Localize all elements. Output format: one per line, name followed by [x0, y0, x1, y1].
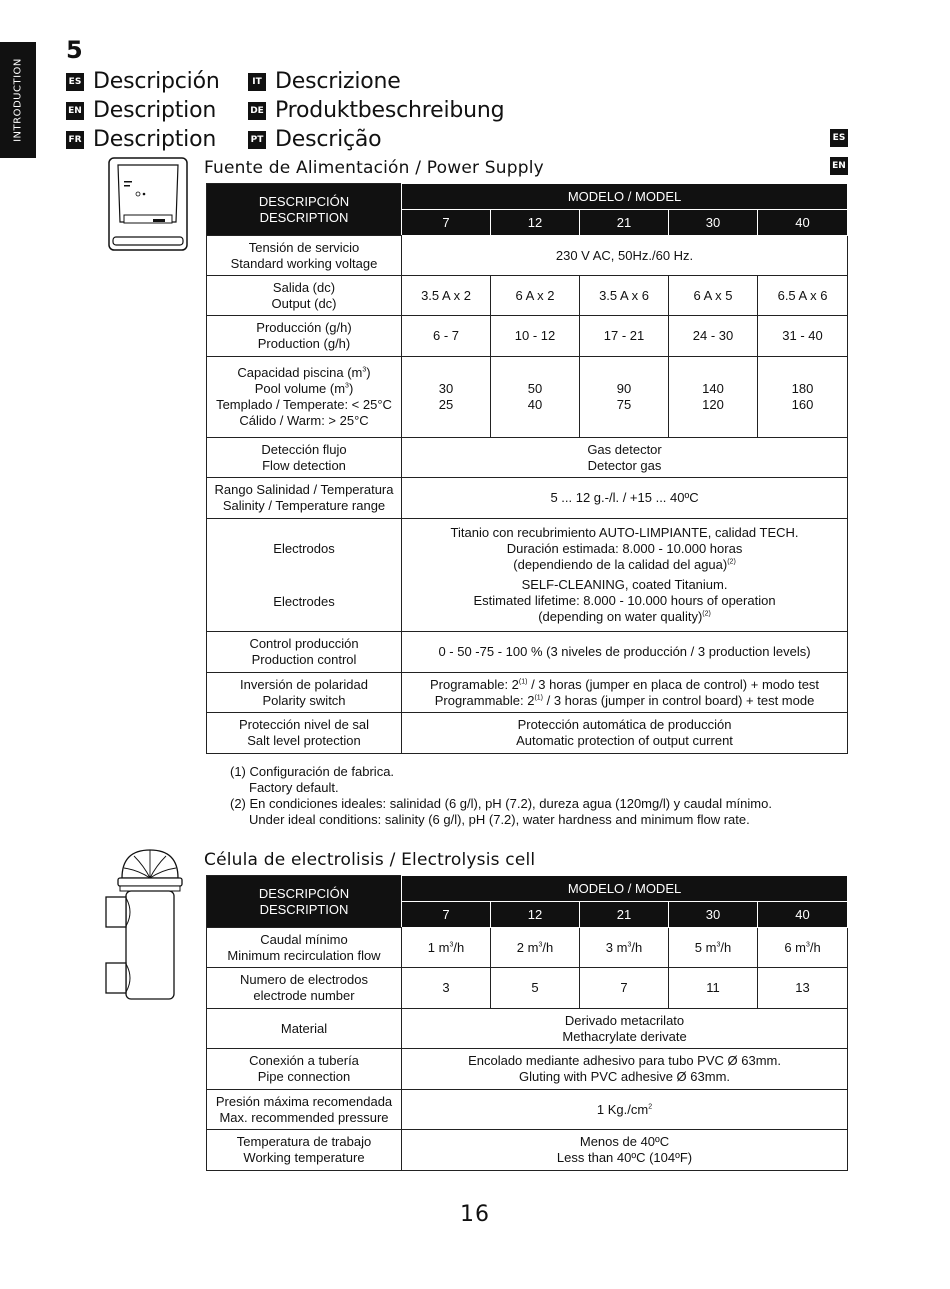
table-row-pressure: [207, 1090, 848, 1130]
cell-value: 6.5 A x 6: [758, 276, 848, 316]
row-value: 1 $Kg./cm^2$: [402, 1090, 848, 1130]
cell-value: 30 25: [402, 357, 491, 438]
table-row-flow-detection: [207, 438, 848, 478]
row-value: Menos de 40ºC Less than 40ºC (104ºF): [402, 1130, 848, 1171]
corner-badge-en: EN: [830, 157, 848, 175]
header-model: MODELO / MODEL: [402, 876, 848, 902]
cell-value: 3.5 A x 2: [402, 276, 491, 316]
row-value: Encolado mediante adhesivo para tubo PVC Ø 63mm. Gluting with PVC adhesive Ø 63mm.: [402, 1049, 848, 1090]
model-7: 7: [402, 902, 491, 928]
cell-value: 3: [402, 968, 491, 1009]
row-label: Salida (dc) Output (dc): [207, 276, 402, 316]
lang-fr: [66, 127, 216, 152]
row-value: Programable: 2$^{(1)}$ / 3 horas (jumper en placa de control) + modo test Programmable: 2$^{(1)}$ / 3 horas (jumper in control board) + test mode: [402, 673, 848, 713]
lang-es: [66, 69, 220, 94]
lang-en: [66, 98, 216, 123]
cell-value: 6 A x 2: [491, 276, 580, 316]
table-row-production-control: [207, 632, 848, 673]
model-30: 30: [669, 902, 758, 928]
lang-label: Descrizione: [275, 69, 401, 94]
table-row-production: [207, 316, 848, 357]
row-label: Conexión a tubería Pipe connection: [207, 1049, 402, 1090]
row-label: Presión máxima recomendada Max. recommended pressure: [207, 1090, 402, 1130]
footnote-1: (1) Configuración de fabrica. Factory default.: [230, 764, 395, 795]
header-description: DESCRIPCIÓN DESCRIPTION: [207, 184, 402, 236]
cell-value: 140 120: [669, 357, 758, 438]
row-label: Material: [207, 1009, 402, 1049]
row-label: Electrodos Electrodes: [207, 519, 402, 632]
cell-value: 11: [669, 968, 758, 1009]
row-value: 5 ... 12 g.-/l. / +15 ... 40ºC: [402, 478, 848, 519]
lang-label: Description: [93, 98, 217, 123]
row-value: 230 V AC, 50Hz./60 Hz.: [402, 236, 848, 276]
lang-badge: IT: [248, 73, 266, 91]
row-label: Control producción Production control: [207, 632, 402, 673]
table-row-electrodes: [207, 519, 848, 632]
table-row-output: [207, 276, 848, 316]
cell-value: 6 $m^3/h$: [758, 928, 848, 968]
cell-value: 3 $m^3/h$: [580, 928, 669, 968]
lang-label: Produktbeschreibung: [275, 98, 505, 123]
row-value: Derivado metacrilato Methacrylate derivate: [402, 1009, 848, 1049]
model-12: 12: [491, 902, 580, 928]
side-tab-label: INTRODUCTION: [12, 58, 24, 142]
table-row-voltage: [207, 236, 848, 276]
row-label: Tensión de servicio Standard working voltage: [207, 236, 402, 276]
lang-label: Descrição: [275, 127, 382, 152]
chapter-number: 5: [66, 36, 83, 64]
footnote-2: (2) En condiciones ideales: salinidad (6 g/l), pH (7.2), dureza agua (120mg/l) y caudal mínimo. Under ideal conditions: salinity (6 g/l), pH (7.2), water hardness and minimum flow rate.: [230, 796, 772, 827]
cell-value: 6 A x 5: [669, 276, 758, 316]
lang-badge: PT: [248, 131, 266, 149]
lang-label: Description: [93, 127, 217, 152]
table-row-pool-volume: [207, 357, 848, 438]
model-21: 21: [580, 902, 669, 928]
electrolysis-cell-title: Célula de electrolisis / Electrolysis cell: [204, 850, 536, 870]
side-tab: [0, 42, 36, 158]
model-21: 21: [580, 210, 669, 236]
power-supply-title: Fuente de Alimentación / Power Supply: [204, 158, 544, 178]
model-30: 30: [669, 210, 758, 236]
row-label: Protección nivel de sal Salt level protection: [207, 713, 402, 754]
cell-value: 5 $m^3/h$: [669, 928, 758, 968]
header-model: MODELO / MODEL: [402, 184, 848, 210]
cell-value: 17 - 21: [580, 316, 669, 357]
cell-value: 24 - 30: [669, 316, 758, 357]
lang-badge: FR: [66, 131, 84, 149]
table-row-salinity: [207, 478, 848, 519]
row-label: Caudal mínimo Minimum recirculation flow: [207, 928, 402, 968]
row-label: Detección flujo Flow detection: [207, 438, 402, 478]
cell-value: 3.5 A x 6: [580, 276, 669, 316]
footnotes: [230, 764, 772, 828]
electrolysis-cell-table: [206, 875, 848, 1171]
cell-value: 180 160: [758, 357, 848, 438]
lang-pt: [248, 127, 381, 152]
row-label: Numero de electrodos electrode number: [207, 968, 402, 1009]
row-value: Protección automática de producción Automatic protection of output current: [402, 713, 848, 754]
cell-value: 6 - 7: [402, 316, 491, 357]
header-description: DESCRIPCIÓN DESCRIPTION: [207, 876, 402, 928]
cell-value: 1 $m^3/h$: [402, 928, 491, 968]
row-value: 0 - 50 -75 - 100 % (3 niveles de producción / 3 production levels): [402, 632, 848, 673]
electrolysis-cell-icon: [104, 848, 184, 1000]
lang-label: Descripción: [93, 69, 220, 94]
lang-de: [248, 98, 504, 123]
cell-value: 7: [580, 968, 669, 1009]
cell-value: 13: [758, 968, 848, 1009]
model-40: 40: [758, 210, 848, 236]
cell-value: 10 - 12: [491, 316, 580, 357]
table-row-min-flow: [207, 928, 848, 968]
model-12: 12: [491, 210, 580, 236]
table-row-salt-protection: [207, 713, 848, 754]
table-row-electrode-number: [207, 968, 848, 1009]
row-label: Producción (g/h) Production (g/h): [207, 316, 402, 357]
cell-value: 5: [491, 968, 580, 1009]
corner-badge-es: ES: [830, 129, 848, 147]
power-supply-table: [206, 183, 848, 754]
row-label: Temperatura de trabajo Working temperature: [207, 1130, 402, 1171]
row-label: Rango Salinidad / Temperatura Salinity / Temperature range: [207, 478, 402, 519]
row-label: Capacidad piscina $(m^3)$ Pool volume $(m^3)$ Templado / Temperate: < 25°C Cálido / Warm: > 25°C: [207, 357, 402, 438]
cell-value: 2 $m^3/h$: [491, 928, 580, 968]
cell-value: 90 75: [580, 357, 669, 438]
lang-badge: DE: [248, 102, 266, 120]
table-row-temperature: [207, 1130, 848, 1171]
cell-value: 31 - 40: [758, 316, 848, 357]
lang-badge: EN: [66, 102, 84, 120]
row-value: Gas detector Detector gas: [402, 438, 848, 478]
row-value: Titanio con recubrimiento AUTO-LIMPIANTE, calidad TECH. Duración estimada: 8.000 - 10.000 horas (dependiendo de la calidad del agua)$^{(2)}$ SELF-CLEANING, coated Titanium. Estimated lifetime: 8.000 - 10.000 hours of operation (depending on water quality)$^{(2)}$: [402, 519, 848, 632]
model-7: 7: [402, 210, 491, 236]
table-row-material: [207, 1009, 848, 1049]
cell-value: 50 40: [491, 357, 580, 438]
table-row-polarity: [207, 673, 848, 713]
table-row-pipe-connection: [207, 1049, 848, 1090]
row-label: Inversión de polaridad Polarity switch: [207, 673, 402, 713]
model-40: 40: [758, 902, 848, 928]
lang-it: [248, 69, 401, 94]
power-supply-icon: [108, 157, 188, 252]
lang-badge: ES: [66, 73, 84, 91]
page-number: 16: [460, 1202, 490, 1227]
